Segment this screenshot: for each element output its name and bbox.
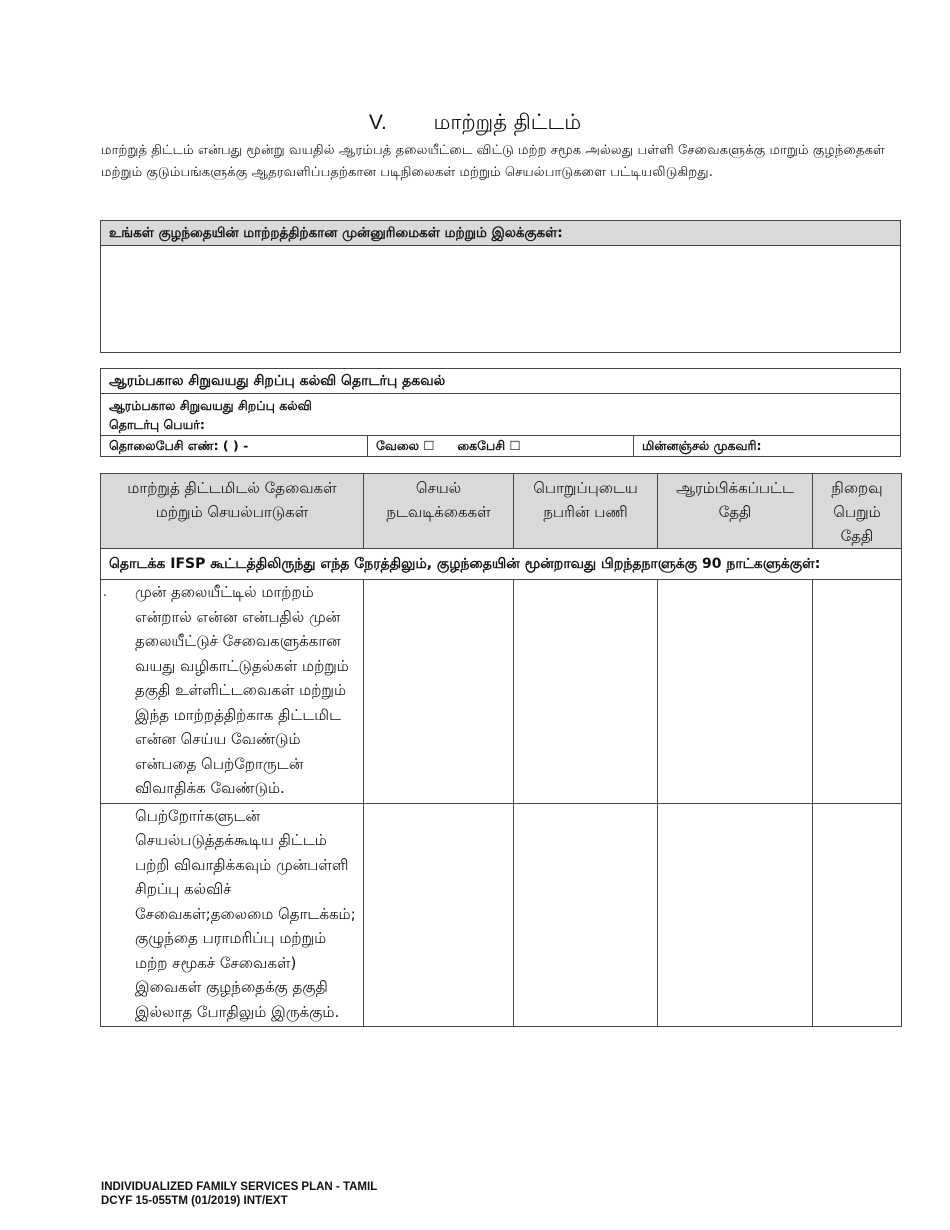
activity-text: பெற்றோர்களுடன் செயல்படுத்தக்கூடிய திட்டம் பற்றி விவாதிக்கவும் முன்பள்ளி சிறப்பு கல்விச் சேவைகள்;தலைமை தொடக்கம்; குழுந்தை பராமரிப்பு மற்றும் மற்ற சமூகச் சேவைகள்) இவைகள் குழந்தைக்கு தகுதி இல்லாத போதிலும் இருக்கும். — [135, 806, 356, 1021]
table-row — [101, 803, 902, 1027]
timeframe-text: தொடக்க IFSP கூட்டத்திலிருந்து எந்த நேரத்திலும், குழந்தையின் மூன்றாவது பிறந்தநாளுக்கு 90 நாட்களுக்குள்: — [101, 549, 902, 580]
contact-name-field[interactable] — [101, 394, 900, 436]
timeframe-row — [101, 549, 902, 580]
action-steps-cell[interactable] — [364, 580, 514, 804]
section-title — [0, 110, 950, 137]
phone-field[interactable]: தொலைபேசி எண்: ( ) - — [101, 436, 368, 456]
priorities-field[interactable] — [101, 246, 900, 346]
activity-cell — [101, 803, 364, 1027]
transition-plan-table — [100, 473, 902, 1027]
start-date-cell[interactable] — [658, 580, 813, 804]
table-header-row — [101, 474, 902, 549]
priorities-header: உங்கள் குழந்தையின் மாற்றத்திற்கான முன்னுரிமைகள் மற்றும் இலக்குகள்: — [101, 221, 900, 246]
contact-info-box — [100, 368, 901, 457]
activity-text: முன் தலையீட்டில் மாற்றம் என்றால் என்ன என்பதில் முன் தலையீட்டுச் சேவைகளுக்கான வயது வழிகாட்டுதல்கள் மற்றும் தகுதி உள்ளிட்டவைகள் மற்றும் இந்த மாற்றத்திற்காக திட்டமிட என்ன செய்ய வேண்டும் என்பதை பெற்றோருடன் விவாதிக்க வேண்டும். — [135, 583, 349, 797]
completion-date-cell[interactable] — [813, 803, 902, 1027]
row-bullet: . — [103, 585, 107, 599]
phone-type-cell — [368, 436, 634, 456]
mobile-checkbox[interactable]: கைபேசி ☐ — [457, 438, 521, 453]
completion-date-cell[interactable] — [813, 580, 902, 804]
table-row — [101, 580, 902, 804]
contact-phone-row — [101, 436, 900, 456]
col-header-needs: மாற்றுத் திட்டமிடல் தேவைகள் மற்றும் செயல்பாடுகள் — [101, 474, 364, 549]
col-header-start-date: ஆரம்பிக்கப்பட்ட தேதி — [658, 474, 813, 549]
priorities-box — [100, 220, 901, 353]
responsible-person-cell[interactable] — [514, 803, 658, 1027]
start-date-cell[interactable] — [658, 803, 813, 1027]
col-header-completion-date: நிறைவு பெறும் தேதி — [813, 474, 902, 549]
contact-name-label-line1: ஆரம்பகால சிறுவயது சிறப்பு கல்வி — [109, 398, 312, 413]
footer-form-number: DCYF 15-055TM (01/2019) INT/EXT — [101, 1195, 288, 1207]
form-footer — [101, 1180, 377, 1208]
intro-paragraph: மாற்றுத் திட்டம் என்பது மூன்று வயதில் ஆரம்பத் தலையீட்டை விட்டு மற்ற சமூக அல்லது பள்ளி சேவைகளுக்கு மாறும் குழந்தைகள் மற்றும் குடும்பங்களுக்கு ஆதரவளிப்பதற்கான படிநிலைகள் மற்றும் செயல்பாடுகளை பட்டியலிடுகிறது. — [101, 143, 885, 180]
col-header-actions: செயல் நடவடிக்கைகள் — [364, 474, 514, 549]
section-number: V. — [368, 111, 387, 134]
activity-cell — [101, 580, 364, 804]
col-header-responsible: பொறுப்புடைய நபரின் பணி — [514, 474, 658, 549]
contact-name-label-line2: தொடர்பு பெயர்: — [109, 417, 205, 432]
section-heading: மாற்றுத் திட்டம் — [433, 110, 582, 134]
footer-form-title: INDIVIDUALIZED FAMILY SERVICES PLAN - TAMIL — [101, 1181, 378, 1193]
responsible-person-cell[interactable] — [514, 580, 658, 804]
contact-header: ஆரம்பகால சிறுவயது சிறப்பு கல்வி தொடர்பு தகவல் — [101, 369, 900, 394]
work-checkbox[interactable]: வேலை ☐ — [376, 438, 435, 453]
action-steps-cell[interactable] — [364, 803, 514, 1027]
email-field[interactable]: மின்னஞ்சல் முகவரி: — [642, 438, 762, 453]
